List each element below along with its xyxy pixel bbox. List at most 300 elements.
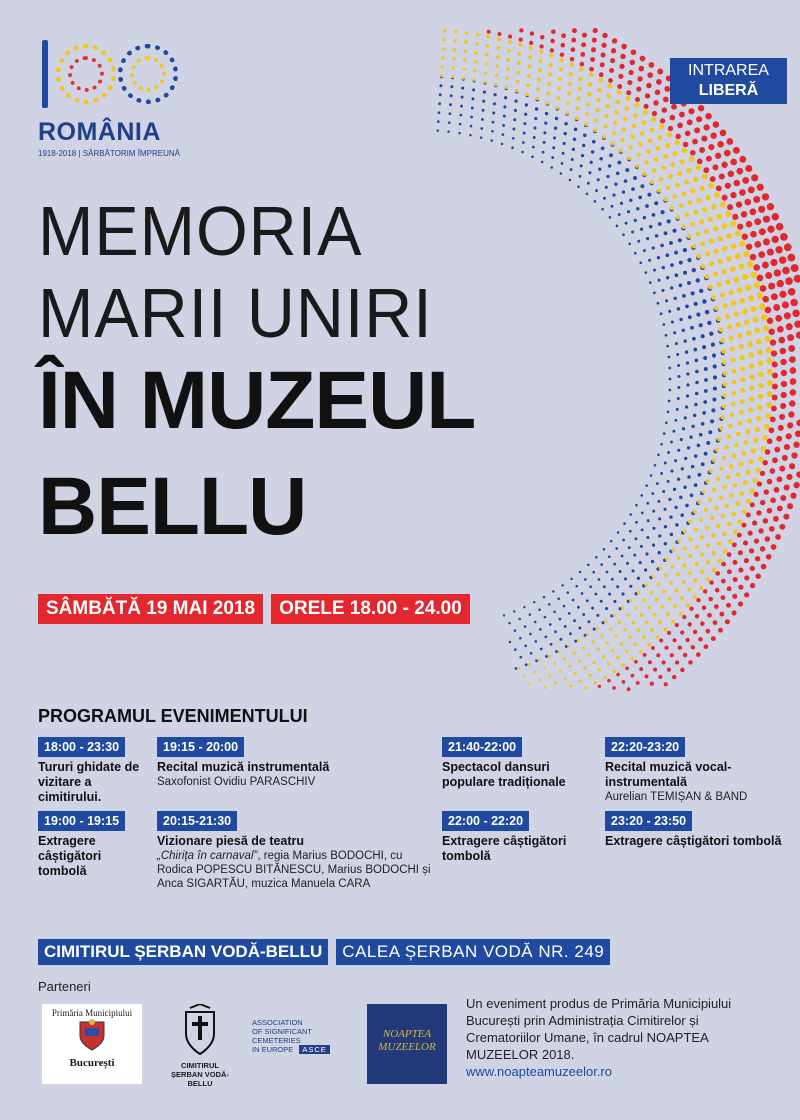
pattern-dot bbox=[447, 130, 450, 133]
pattern-dot bbox=[756, 510, 761, 515]
pattern-dot bbox=[574, 128, 578, 132]
pattern-dot bbox=[616, 100, 621, 105]
pattern-dot bbox=[742, 274, 748, 280]
pattern-dot bbox=[591, 47, 596, 52]
pattern-dot bbox=[442, 38, 445, 41]
pattern-dot bbox=[739, 189, 746, 196]
pattern-dot bbox=[475, 42, 479, 46]
pattern-dot bbox=[641, 512, 644, 515]
pattern-dot bbox=[638, 142, 643, 147]
pattern-dot bbox=[617, 90, 622, 95]
pattern-dot bbox=[728, 171, 734, 177]
pattern-dot bbox=[568, 612, 571, 615]
pattern-dot bbox=[766, 347, 772, 353]
pattern-dot bbox=[745, 429, 750, 434]
pattern-dot bbox=[677, 539, 681, 543]
pattern-dot bbox=[710, 419, 714, 423]
pattern-dot bbox=[687, 234, 692, 239]
pattern-dot bbox=[694, 210, 699, 215]
pattern-dot bbox=[511, 146, 514, 149]
pattern-dot bbox=[680, 596, 684, 600]
pattern-dot bbox=[667, 132, 672, 137]
pattern-dot bbox=[682, 427, 685, 430]
program-slot bbox=[157, 811, 432, 891]
pattern-dot bbox=[751, 271, 757, 277]
pattern-dot bbox=[722, 393, 726, 397]
pattern-dot bbox=[659, 639, 663, 643]
pattern-dot bbox=[584, 634, 587, 637]
pattern-dot bbox=[757, 350, 763, 356]
pattern-dot bbox=[728, 424, 733, 429]
pattern-dot bbox=[694, 483, 698, 487]
partner-logo-asce bbox=[252, 1018, 352, 1068]
pattern-dot bbox=[612, 669, 616, 673]
pattern-dot bbox=[561, 43, 566, 48]
pattern-dot bbox=[748, 531, 753, 536]
pattern-dot bbox=[623, 628, 626, 631]
pattern-dot bbox=[627, 80, 632, 85]
pattern-dot bbox=[674, 459, 677, 462]
pattern-dot bbox=[780, 233, 788, 241]
pattern-dot bbox=[767, 226, 774, 233]
pattern-dot bbox=[779, 291, 786, 298]
pattern-dot bbox=[513, 610, 515, 612]
pattern-dot bbox=[548, 655, 551, 658]
pattern-dot bbox=[686, 372, 689, 375]
pattern-dot bbox=[639, 667, 643, 671]
pattern-dot bbox=[603, 548, 606, 551]
pattern-dot bbox=[734, 180, 741, 187]
pattern-dot bbox=[750, 566, 755, 571]
pattern-dot bbox=[756, 467, 761, 472]
pattern-dot bbox=[749, 385, 754, 390]
pattern-dot bbox=[739, 264, 745, 270]
pattern-dot bbox=[587, 620, 590, 623]
pattern-dot bbox=[594, 118, 598, 122]
pattern-dot bbox=[739, 410, 744, 415]
pattern-dot bbox=[578, 659, 581, 662]
pattern-dot bbox=[682, 329, 685, 332]
pattern-dot bbox=[569, 684, 572, 687]
pattern-dot bbox=[661, 210, 665, 214]
pattern-dot bbox=[636, 681, 640, 685]
pattern-dot bbox=[708, 144, 714, 150]
pattern-dot bbox=[713, 226, 718, 231]
pattern-dot bbox=[657, 453, 660, 456]
pattern-dot bbox=[498, 32, 502, 36]
pattern-dot bbox=[589, 72, 594, 77]
pattern-dot bbox=[605, 186, 608, 189]
pattern-dot bbox=[637, 153, 641, 157]
pattern-dot bbox=[755, 556, 760, 561]
pattern-dot bbox=[552, 590, 555, 593]
pattern-dot bbox=[535, 659, 538, 662]
pattern-dot bbox=[634, 219, 637, 222]
pattern-dot bbox=[626, 90, 631, 95]
pattern-dot bbox=[470, 125, 473, 128]
pattern-dot bbox=[552, 146, 555, 149]
pattern-dot bbox=[687, 587, 691, 591]
pattern-dot bbox=[640, 545, 643, 548]
logo-country: ROMÂNIA bbox=[38, 118, 161, 146]
pattern-dot bbox=[608, 593, 611, 596]
pattern-dot bbox=[664, 231, 668, 235]
pattern-dot bbox=[771, 544, 777, 550]
pattern-dot bbox=[722, 195, 728, 201]
pattern-dot bbox=[648, 62, 654, 68]
pattern-dot bbox=[642, 635, 646, 639]
pattern-dot bbox=[641, 528, 644, 531]
pattern-dot bbox=[549, 623, 552, 626]
pattern-dot bbox=[627, 210, 630, 213]
pattern-dot bbox=[670, 533, 674, 537]
pattern-dot bbox=[727, 325, 732, 330]
pattern-dot bbox=[626, 562, 629, 565]
pattern-dot bbox=[735, 501, 740, 506]
pattern-dot bbox=[673, 604, 677, 608]
pattern-dot bbox=[660, 312, 663, 315]
pattern-dot bbox=[746, 512, 751, 517]
pattern-dot bbox=[784, 312, 791, 319]
pattern-dot bbox=[647, 519, 650, 522]
pattern-dot bbox=[595, 556, 598, 559]
pattern-dot bbox=[473, 78, 476, 81]
pattern-dot bbox=[658, 566, 662, 570]
pattern-dot bbox=[722, 223, 728, 229]
pattern-dot bbox=[700, 621, 705, 626]
pattern-dot bbox=[652, 111, 657, 116]
pattern-dot bbox=[724, 150, 731, 157]
pattern-dot bbox=[689, 607, 693, 611]
pattern-dot bbox=[613, 613, 616, 616]
pattern-dot bbox=[621, 663, 625, 667]
pattern-dot bbox=[655, 635, 659, 639]
pattern-dot bbox=[496, 55, 500, 59]
pattern-dot bbox=[568, 665, 571, 668]
pattern-dot bbox=[705, 274, 710, 279]
pattern-dot bbox=[530, 652, 533, 655]
pattern-dot bbox=[764, 489, 770, 495]
pattern-dot bbox=[726, 475, 731, 480]
pattern-dot bbox=[559, 638, 562, 641]
pattern-dot bbox=[612, 686, 616, 690]
pattern-dot bbox=[603, 197, 606, 200]
pattern-dot bbox=[580, 164, 583, 167]
pattern-dot bbox=[771, 350, 777, 356]
pattern-dot bbox=[611, 205, 614, 208]
pattern-dot bbox=[551, 29, 556, 34]
partner-logo-text: ASSOCIATION bbox=[252, 1018, 303, 1027]
slot-event: Vizionare piesă de teatru bbox=[157, 834, 305, 848]
pattern-dot bbox=[584, 578, 587, 581]
pattern-dot bbox=[745, 165, 752, 172]
pattern-dot bbox=[708, 597, 713, 602]
pattern-dot bbox=[588, 674, 591, 677]
pattern-dot bbox=[621, 138, 625, 142]
pattern-dot bbox=[581, 154, 584, 157]
logo-subtitle: 1918-2018 | SĂRBĂTORIM ÎMPREUNĂ bbox=[38, 149, 180, 158]
pattern-dot bbox=[482, 100, 485, 103]
pattern-dot bbox=[465, 31, 469, 35]
pattern-dot bbox=[560, 172, 563, 175]
pattern-dot bbox=[765, 449, 771, 455]
pattern-dot bbox=[763, 238, 770, 245]
pattern-dot bbox=[519, 28, 523, 32]
pattern-dot bbox=[713, 121, 720, 128]
pattern-dot bbox=[702, 299, 706, 303]
pattern-dot bbox=[533, 601, 535, 603]
pattern-dot bbox=[714, 604, 719, 609]
pattern-dot bbox=[565, 645, 568, 648]
pattern-dot bbox=[700, 535, 704, 539]
pattern-dot bbox=[678, 612, 682, 616]
pattern-dot bbox=[560, 52, 564, 56]
pattern-dot bbox=[553, 662, 556, 665]
pattern-dot bbox=[630, 657, 634, 661]
pattern-dot bbox=[733, 483, 738, 488]
pattern-dot bbox=[664, 197, 668, 201]
pattern-dot bbox=[671, 548, 675, 552]
website-link[interactable]: www.noapteamuzeelor.ro bbox=[466, 1064, 612, 1079]
pattern-dot bbox=[495, 74, 498, 77]
pattern-dot bbox=[653, 269, 656, 272]
pattern-dot bbox=[694, 578, 698, 582]
pattern-dot bbox=[770, 339, 776, 345]
pattern-dot bbox=[744, 440, 749, 445]
pattern-dot bbox=[598, 578, 601, 581]
pattern-dot bbox=[684, 457, 687, 460]
pattern-dot bbox=[721, 162, 727, 168]
pattern-dot bbox=[662, 266, 665, 269]
pattern-dot bbox=[612, 131, 616, 135]
pattern-dot bbox=[645, 161, 649, 165]
pattern-dot bbox=[440, 74, 443, 77]
pattern-dot bbox=[550, 48, 554, 52]
pattern-dot bbox=[683, 271, 687, 275]
pattern-dot bbox=[671, 320, 674, 323]
pattern-dot bbox=[790, 389, 797, 396]
pattern-dot bbox=[649, 225, 653, 229]
pattern-dot bbox=[617, 84, 622, 89]
pattern-dot bbox=[555, 650, 558, 653]
pattern-dot bbox=[657, 302, 660, 305]
pattern-dot bbox=[686, 168, 691, 173]
pattern-dot bbox=[564, 132, 567, 135]
pattern-dot bbox=[630, 134, 634, 138]
pattern-dot bbox=[721, 562, 726, 567]
pattern-dot bbox=[586, 633, 589, 636]
pattern-dot bbox=[485, 62, 489, 66]
pattern-dot bbox=[452, 57, 455, 60]
pattern-dot bbox=[685, 212, 690, 217]
pattern-dot bbox=[442, 47, 445, 50]
pattern-dot bbox=[528, 663, 531, 666]
pattern-dot bbox=[795, 431, 800, 437]
pattern-dot bbox=[768, 283, 775, 290]
pattern-dot bbox=[650, 682, 654, 686]
venue-name: CIMITIRUL ȘERBAN VODĂ-BELLU bbox=[38, 939, 328, 965]
pattern-dot bbox=[694, 562, 698, 566]
pattern-dot bbox=[704, 389, 708, 393]
pattern-dot bbox=[559, 670, 562, 673]
pattern-dot bbox=[678, 238, 682, 242]
pattern-dot bbox=[600, 600, 603, 603]
pattern-dot bbox=[503, 105, 506, 108]
pattern-dot bbox=[648, 660, 652, 664]
pattern-dot bbox=[733, 529, 738, 534]
pattern-dot bbox=[676, 572, 680, 576]
pattern-dot bbox=[786, 433, 792, 439]
pattern-dot bbox=[598, 168, 601, 171]
pattern-dot bbox=[692, 268, 696, 272]
pattern-dot bbox=[561, 162, 564, 165]
pattern-dot bbox=[727, 204, 733, 210]
romania-100-logo bbox=[38, 38, 188, 158]
pattern-dot bbox=[537, 78, 541, 82]
pattern-dot bbox=[665, 253, 669, 257]
pattern-dot bbox=[747, 261, 753, 267]
pattern-dot bbox=[530, 31, 534, 35]
pattern-dot bbox=[551, 156, 554, 159]
pattern-dot bbox=[609, 628, 612, 631]
pattern-dot bbox=[728, 290, 734, 296]
pattern-dot bbox=[693, 348, 697, 352]
pattern-dot bbox=[796, 331, 800, 338]
pattern-dot bbox=[722, 485, 726, 489]
pattern-dot bbox=[627, 687, 631, 691]
pattern-dot bbox=[584, 122, 588, 126]
pattern-dot bbox=[650, 474, 653, 477]
pattern-dot bbox=[694, 545, 698, 549]
pattern-dot bbox=[548, 603, 551, 606]
pattern-dot bbox=[727, 552, 732, 557]
pattern-dot bbox=[671, 104, 677, 110]
pattern-dot bbox=[760, 471, 765, 476]
pattern-dot bbox=[701, 334, 705, 338]
pattern-dot bbox=[640, 184, 644, 188]
pattern-dot bbox=[664, 646, 668, 650]
venue-street: CALEA ȘERBAN VODĂ NR. 249 bbox=[336, 939, 610, 965]
program-slot bbox=[442, 811, 592, 864]
pattern-dot bbox=[770, 417, 776, 423]
pattern-dot bbox=[675, 134, 680, 139]
pattern-dot bbox=[677, 556, 681, 560]
pattern-dot bbox=[576, 107, 580, 111]
pattern-dot bbox=[652, 575, 655, 578]
slot-event: Recital muzică instrumentală bbox=[157, 760, 330, 774]
pattern-dot bbox=[771, 293, 778, 300]
title-line1: MEMORIA bbox=[38, 192, 363, 270]
pattern-dot bbox=[668, 310, 671, 313]
pattern-dot bbox=[614, 183, 617, 186]
pattern-dot bbox=[726, 256, 732, 262]
pattern-dot bbox=[524, 625, 527, 628]
pattern-dot bbox=[521, 151, 524, 154]
pattern-dot bbox=[616, 673, 620, 677]
pattern-dot bbox=[730, 266, 736, 272]
pattern-dot bbox=[657, 69, 663, 75]
pattern-dot bbox=[788, 411, 794, 417]
pattern-dot bbox=[739, 491, 744, 496]
pattern-dot bbox=[647, 193, 651, 197]
pattern-dot bbox=[605, 607, 608, 610]
pattern-dot bbox=[746, 499, 751, 504]
pattern-dot bbox=[620, 642, 623, 645]
pattern-dot bbox=[703, 400, 707, 404]
pattern-dot bbox=[738, 519, 743, 524]
pattern-dot bbox=[631, 674, 635, 678]
pattern-dot bbox=[735, 231, 741, 237]
pattern-dot bbox=[774, 447, 780, 453]
pattern-dot bbox=[610, 58, 615, 63]
pattern-dot bbox=[686, 361, 689, 364]
pattern-dot bbox=[544, 121, 547, 124]
pattern-dot bbox=[765, 307, 772, 314]
pattern-dot bbox=[629, 513, 632, 516]
pattern-dot bbox=[471, 97, 474, 100]
pattern-dot bbox=[733, 560, 738, 565]
pattern-dot bbox=[712, 488, 716, 492]
pattern-dot bbox=[567, 591, 570, 594]
pattern-dot bbox=[729, 464, 734, 469]
pattern-dot bbox=[754, 218, 761, 225]
pattern-dot bbox=[788, 345, 795, 352]
pattern-dot bbox=[570, 168, 573, 171]
pattern-dot bbox=[758, 361, 764, 367]
pattern-dot bbox=[543, 131, 546, 134]
pattern-dot bbox=[782, 267, 790, 275]
pattern-dot bbox=[767, 479, 773, 485]
pattern-dot bbox=[719, 173, 725, 179]
pattern-dot bbox=[645, 674, 649, 678]
pattern-dot bbox=[600, 62, 605, 67]
pattern-dot bbox=[764, 424, 770, 430]
pattern-dot bbox=[670, 263, 674, 267]
pattern-dot bbox=[753, 492, 758, 497]
pattern-dot bbox=[736, 322, 741, 327]
pattern-dot bbox=[696, 652, 701, 657]
pattern-dot bbox=[652, 246, 655, 249]
pattern-dot bbox=[679, 261, 683, 265]
pattern-dot bbox=[731, 243, 737, 249]
pattern-dot bbox=[634, 252, 637, 255]
pattern-dot bbox=[727, 522, 732, 527]
pattern-dot bbox=[598, 78, 603, 83]
pattern-dot bbox=[611, 142, 615, 146]
pattern-dot bbox=[572, 28, 577, 33]
pattern-dot bbox=[523, 675, 526, 678]
pattern-dot bbox=[667, 668, 671, 672]
pattern-dot bbox=[777, 326, 784, 333]
pattern-dot bbox=[695, 381, 699, 385]
pattern-dot bbox=[577, 87, 581, 91]
program-slot bbox=[442, 737, 592, 790]
pattern-dot bbox=[742, 523, 747, 528]
pattern-dot bbox=[611, 578, 614, 581]
pattern-dot bbox=[450, 85, 453, 88]
pattern-dot bbox=[732, 369, 737, 374]
pattern-dot bbox=[619, 64, 624, 69]
pattern-dot bbox=[688, 200, 693, 205]
partner-logo-text: MUZEELOR bbox=[378, 1041, 436, 1053]
pattern-dot bbox=[613, 563, 616, 566]
pattern-dot bbox=[539, 50, 543, 54]
pattern-dot bbox=[680, 668, 684, 672]
pattern-dot bbox=[718, 628, 723, 633]
pattern-dot bbox=[570, 57, 575, 62]
pattern-dot bbox=[690, 326, 694, 330]
pattern-dot bbox=[718, 327, 723, 332]
